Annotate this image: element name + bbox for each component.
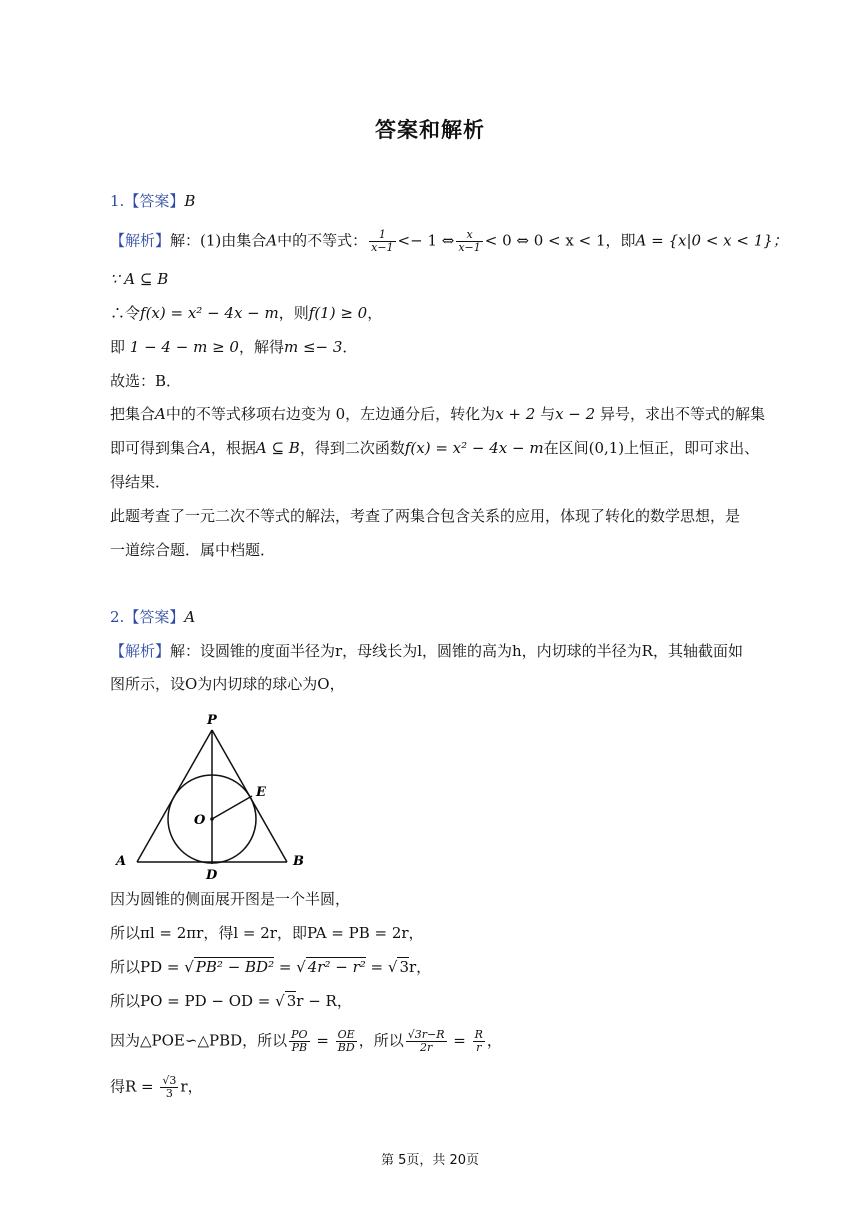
- text: <− 1 ⇔: [397, 231, 455, 250]
- denominator: 3: [165, 1087, 173, 1100]
- q2-analysis-line-6: [110, 991, 352, 1011]
- sqrt-sign: √: [296, 958, 306, 976]
- text: 中的不等式移项右边变为 0，左边通分后，转化为: [165, 405, 496, 423]
- denominator: 2r: [419, 1041, 433, 1054]
- text: ，: [367, 304, 383, 322]
- q2-answer-value: A: [184, 608, 196, 626]
- text: =: [274, 958, 297, 976]
- numerator: OE: [337, 1028, 355, 1041]
- text: r，: [409, 958, 432, 976]
- text: f(x) = x² − 4x − m: [404, 439, 544, 457]
- q2-analysis-line-1: [110, 641, 743, 661]
- text: 在区间(0,1)上恒正，即可求出、: [543, 439, 760, 457]
- q1-analysis-line-8: 得结果．: [110, 473, 171, 491]
- q1-analysis-line-1: [110, 229, 788, 254]
- cone-cross-section-diagram: [108, 708, 308, 883]
- q2-analysis-line-5: [110, 957, 431, 977]
- text: 所以PD =: [110, 958, 185, 976]
- text: A: [200, 439, 211, 457]
- text: 即: [110, 338, 130, 356]
- text: f(1) ≥ 0: [308, 304, 368, 322]
- fraction: [369, 229, 395, 254]
- label-p: P: [207, 713, 217, 728]
- text: ，: [486, 1031, 502, 1050]
- q1-analysis-line-7: [110, 438, 759, 458]
- radicand: PB² − BD²: [195, 958, 275, 976]
- q1-analysis-line-4: [110, 337, 357, 357]
- sqrt-sign: √: [387, 958, 398, 976]
- text: 把集合: [110, 405, 156, 423]
- q1-analysis-line-5: 故选：B．: [110, 372, 182, 390]
- numerator: PO: [291, 1028, 308, 1041]
- fraction: [473, 1029, 485, 1054]
- text: f(x) = x² − 4x − m: [140, 304, 279, 322]
- fraction: [289, 1029, 309, 1054]
- text: ∴令: [110, 304, 141, 322]
- q1-analysis-line-9: 此题考查了一元二次不等式的解法，考查了两集合包含关系的应用，体现了转化的数学思想，是: [110, 507, 741, 525]
- q1-analysis-tag: 【解析】: [110, 231, 171, 250]
- text: 与: [535, 405, 556, 423]
- text: x − 2: [555, 405, 596, 423]
- radicand: 4r² − r²: [307, 958, 366, 976]
- text: r − R，: [296, 992, 352, 1010]
- center-point: [210, 817, 214, 821]
- q1-answer-heading: [110, 191, 195, 211]
- text: 得R =: [110, 1077, 159, 1096]
- text: r，: [180, 1077, 203, 1096]
- denominator: r: [476, 1041, 482, 1054]
- denominator: BD: [337, 1041, 355, 1054]
- q2-analysis-line-4: 所以πl = 2πr，得l = 2r，即PA = PB = 2r，: [110, 924, 424, 942]
- sqrt-sign: √: [184, 958, 194, 976]
- q1-analysis-line-2: ∵ A ⊆ B: [110, 270, 169, 288]
- sqrt-sign: √: [275, 992, 285, 1010]
- text: ，根据: [210, 439, 256, 457]
- text: 异号，求出不等式的解集: [595, 405, 765, 423]
- text: < 0 ⇔ 0 < x < 1，即: [484, 231, 636, 250]
- text: 即可得到集合: [110, 439, 201, 457]
- q2-analysis-line-3: 因为圆锥的侧面展开图是一个半圆，: [110, 890, 351, 908]
- q1-analysis-line-10: 一道综合题．属中档题．: [110, 541, 276, 559]
- text: =: [365, 958, 388, 976]
- text: 中的不等式：: [277, 231, 368, 250]
- text: =: [311, 1031, 334, 1050]
- numerator: x: [456, 229, 482, 242]
- label-a: A: [116, 854, 127, 869]
- text: m ≤− 3: [283, 338, 343, 356]
- label-e: E: [256, 785, 266, 800]
- numerator: √3r−R: [407, 1028, 445, 1041]
- q2-answer-tag: 【答案】: [124, 608, 185, 626]
- text: A = {x|0 < x < 1}；: [635, 231, 788, 250]
- text: A ⊆ B: [255, 439, 300, 457]
- fraction: [336, 1029, 357, 1054]
- text: x + 2: [495, 405, 536, 423]
- label-d: D: [206, 868, 218, 883]
- fraction: [456, 229, 482, 254]
- page-title: 答案和解析: [375, 118, 485, 142]
- text: ，解得: [238, 338, 284, 356]
- text: ，则: [278, 304, 309, 322]
- text: ，所以: [358, 1031, 404, 1050]
- q1-analysis-line-6: [110, 404, 765, 424]
- radicand: 3: [399, 958, 409, 976]
- numerator: R: [474, 1028, 483, 1041]
- q2-analysis-line-2: 图所示，设O为内切球的球心为O，: [110, 675, 345, 693]
- text: 1 − 4 − m ≥ 0: [129, 338, 239, 356]
- fraction: [160, 1075, 178, 1100]
- text: A: [266, 231, 278, 250]
- q1-number: 1.: [110, 192, 125, 210]
- denominator: x−1: [458, 241, 481, 254]
- radicand: 3: [286, 992, 297, 1010]
- radius-oe: [212, 796, 252, 819]
- text: =: [448, 1031, 471, 1050]
- denominator: PB: [291, 1041, 308, 1054]
- q2-number: 2.: [110, 608, 125, 626]
- numerator: √3: [162, 1074, 177, 1087]
- fraction: [406, 1029, 447, 1054]
- label-b: B: [293, 854, 304, 869]
- text: ．: [342, 338, 358, 356]
- text: 解：设圆锥的度面半径为r，母线长为l，圆锥的高为h，内切球的半径为R，其轴截面如: [170, 642, 743, 660]
- page-footer: 第 5页，共 20页: [380, 1153, 480, 1168]
- q1-analysis-line-3: [110, 303, 382, 323]
- label-o: O: [194, 813, 206, 828]
- q2-analysis-line-8: [110, 1075, 203, 1100]
- denominator: x−1: [371, 241, 394, 254]
- numerator: 1: [369, 229, 395, 242]
- q2-analysis-tag: 【解析】: [110, 642, 171, 660]
- text: 所以PO = PD − OD =: [110, 992, 276, 1010]
- text: A: [155, 405, 166, 423]
- text: 解：(1)由集合: [170, 231, 267, 250]
- q2-answer-heading: [110, 607, 195, 627]
- text: ，得到二次函数: [299, 439, 405, 457]
- text: 因为△POE∽△PBD，所以: [110, 1031, 288, 1050]
- q1-answer-value: B: [184, 192, 196, 210]
- q2-analysis-line-7: [110, 1029, 502, 1054]
- q1-answer-tag: 【答案】: [124, 192, 185, 210]
